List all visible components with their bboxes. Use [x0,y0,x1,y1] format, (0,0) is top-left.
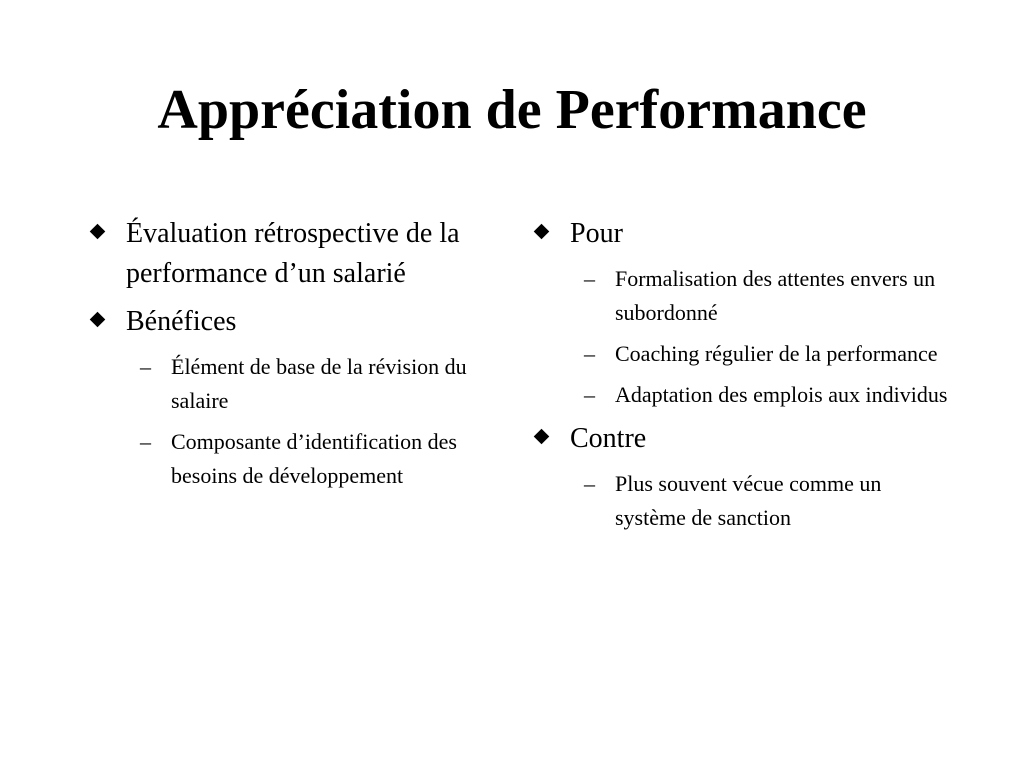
dash-bullet-icon: – [584,266,595,291]
sub-bullet-text: Composante d’identification des besoins de développement [171,429,457,488]
dash-bullet-icon: – [584,471,595,496]
bullet-item [534,214,954,254]
right-column [534,214,954,542]
sub-bullet-item [534,337,954,371]
bullet-item [90,302,490,342]
diamond-bullet-icon [534,224,550,240]
sub-bullet-text: Élément de base de la révision du salaire [171,354,467,413]
sub-bullet-item [90,425,490,493]
sub-bullet-item [90,350,490,418]
bullet-text: Bénéfices [126,306,237,337]
diamond-bullet-icon [90,224,106,240]
dash-bullet-icon: – [140,429,151,454]
sub-bullet-text: Coaching régulier de la performance [615,341,938,366]
bullet-item [534,419,954,459]
sub-bullet-text: Adaptation des emplois aux individus [615,382,948,407]
sub-bullet-item [534,262,954,330]
sub-bullet-text: Formalisation des attentes envers un subordonné [615,266,936,325]
dash-bullet-icon: – [584,341,595,366]
bullet-item [90,214,490,294]
bullet-text: Évaluation rétrospective de la performance d’un salarié [126,218,460,289]
bullet-text: Contre [570,423,647,454]
dash-bullet-icon: – [584,382,595,407]
bullet-text: Pour [570,218,623,249]
dash-bullet-icon: – [140,354,151,379]
left-column [90,214,490,500]
diamond-bullet-icon [534,429,550,445]
diamond-bullet-icon [90,312,106,328]
sub-bullet-item [534,378,954,412]
sub-bullet-item [534,467,954,535]
sub-bullet-text: Plus souvent vécue comme un système de sanction [615,471,882,530]
slide-title: Appréciation de Performance [157,79,867,141]
